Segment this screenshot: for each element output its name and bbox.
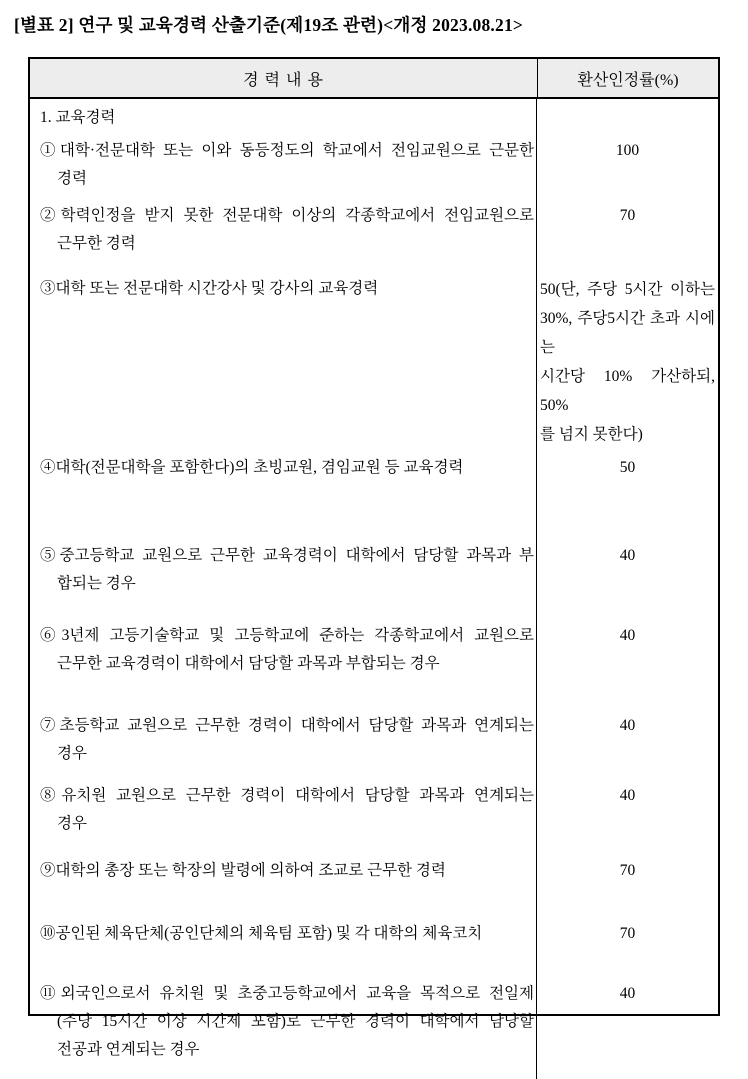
career-content-cell [30,270,537,449]
career-table [28,57,720,1058]
rate-line: 시간당 10% 가산하되, 50% [540,368,715,414]
career-content-cell [30,197,537,270]
content-line: ⑧유치원 교원으로 근무한 경력이 대학에서 담당할 과목과 연계되는 [40,787,534,804]
rate-cell [537,270,718,449]
content-line: ④대학(전문대학을 포함한다)의 초빙교원, 겸임교원 등 교육경력 [40,459,464,476]
career-content-cell [30,537,537,617]
rate-value: 50 [619,459,636,476]
content-line: ①대학·전문대학 또는 이와 동등정도의 학교에서 전임교원으로 근문한 [40,142,534,159]
career-content-cell [30,777,537,852]
rate-cell [537,975,718,1079]
content-line: 합되는 경우 [57,575,136,592]
content-line: 경우 [57,815,87,832]
content-line: ⑥3년제 고등기술학교 및 고등학교에 준하는 각종학교에서 교원으로 [40,627,534,644]
content-line: ②학력인정을 받지 못한 전문대학 이상의 각종학교에서 전임교원으로 [40,207,534,224]
career-content-cell [30,99,537,132]
career-content-cell [30,915,537,975]
rate-value: 40 [619,627,636,644]
rate-value: 70 [619,925,636,942]
rate-value: 40 [619,787,636,804]
career-content-cell [30,975,537,1079]
table-row-item-10 [30,915,718,975]
career-content-cell [30,617,537,707]
content-line: ⑤중고등학교 교원으로 근무한 교육경력이 대학에서 담당할 과목과 부 [40,547,534,564]
table-row-item-3 [30,270,718,449]
table-row-item-4 [30,449,718,537]
table-row-item-2 [30,197,718,270]
rate-cell [537,617,718,707]
table-row-item-1 [30,132,718,197]
page-title: [별표 2] 연구 및 교육경력 산출기준(제19조 관련)<개정 2023.08.21> [14,15,524,35]
rate-line: 를 넘지 못한다) [540,426,643,443]
rate-cell [537,537,718,617]
rate-cell [537,132,718,197]
rate-value: 40 [619,985,636,1002]
rate-value: 70 [619,207,636,224]
content-line: 전공과 연계되는 경우 [57,1041,200,1058]
column-header-conversion-rate: 환산인정률(%) [577,71,679,89]
content-line: ⑨대학의 총장 또는 학장의 발령에 의하여 조교로 근무한 경력 [40,862,446,879]
table-row-item-5 [30,537,718,617]
content-line: 경력 [57,170,87,187]
rate-value: 100 [615,142,640,159]
rate-value: 40 [619,547,636,564]
content-line: ⑩공인된 체육단체(공인단체의 체육팀 포함) 및 각 대학의 체육코치 [40,925,483,942]
career-content-cell [30,707,537,777]
content-line: ⑪외국인으로서 유치원 및 초중고등학교에서 교육을 목적으로 전일제 [40,985,534,1002]
rate-cell [537,852,718,915]
rate-cell [537,99,718,132]
table-row-item-7 [30,707,718,777]
table-row-item-6 [30,617,718,707]
table-row-item-11 [30,975,718,1079]
rate-cell [537,915,718,975]
rate-line: 50(단, 주당 5시간 이하는 [540,281,715,298]
rate-line: 30%, 주당5시간 초과 시에는 [540,310,715,356]
table-row-item-9 [30,852,718,915]
career-content-cell [30,852,537,915]
content-line: ⑦초등학교 교원으로 근무한 경력이 대학에서 담당할 과목과 연계되는 [40,717,534,734]
section-label: 1. 교육경력 [40,109,116,126]
content-line: (주당 15시간 이상 시간제 포함)로 근무한 경력이 대학에서 담당할 [57,1013,534,1030]
career-content-cell [30,449,537,537]
rate-cell [537,707,718,777]
rate-value: 70 [619,862,636,879]
content-line: ③대학 또는 전문대학 시간강사 및 강사의 교육경력 [40,280,379,297]
column-header-career-content: 경 력 내 용 [30,59,538,97]
rate-cell [537,777,718,852]
career-content-cell [30,132,537,197]
content-line: 근무한 교육경력이 대학에서 담당할 과목과 부합되는 경우 [57,655,440,672]
content-line: 경우 [57,745,87,762]
rate-cell [537,449,718,537]
content-line: 근무한 경력 [57,235,136,252]
table-body [30,99,718,1058]
rate-value: 40 [619,717,636,734]
table-row-item-8 [30,777,718,852]
table-header-row [30,59,718,99]
section-row-education [30,99,718,132]
rate-cell [537,197,718,270]
